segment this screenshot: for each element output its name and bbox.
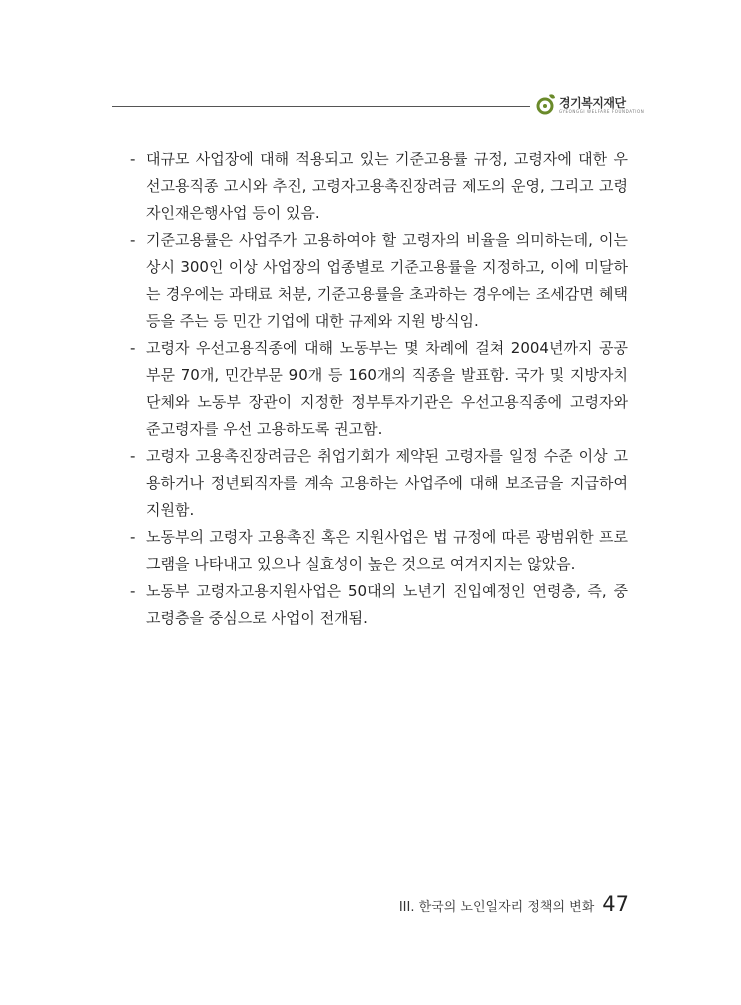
bullet-item bbox=[128, 578, 628, 632]
bullet-item bbox=[128, 335, 628, 443]
footer-section-title: III. 한국의 노인일자리 정책의 변화 bbox=[398, 900, 595, 915]
logo-text: 경기복지재단 bbox=[559, 96, 626, 110]
body-content bbox=[128, 146, 628, 632]
page-footer bbox=[399, 892, 629, 918]
bullet-dash: - bbox=[130, 231, 136, 249]
bullet-text: 고령자 고용촉진장려금은 취업기회가 제약된 고령자를 일정 수준 이상 고용하거나 정년퇴직자를 계속 고용하는 사업주에 대해 보조금을 지급하여 지원함. bbox=[146, 447, 628, 519]
bullet-dash: - bbox=[130, 528, 136, 546]
bullet-text: 노동부의 고령자 고용촉진 혹은 지원사업은 법 규정에 따른 광범위한 프로그램을 나타내고 있으나 실효성이 높은 것으로 여겨지지는 않았음. bbox=[146, 528, 628, 573]
bullet-item bbox=[128, 443, 628, 524]
bullet-dash: - bbox=[130, 447, 136, 465]
foundation-logo bbox=[535, 92, 655, 122]
bullet-text: 노동부 고령자고용지원사업은 50대의 노년기 진입예정인 연령층, 즉, 중고령층을 중심으로 사업이 전개됨. bbox=[146, 582, 628, 627]
header-rule bbox=[112, 106, 530, 107]
page-number: 47 bbox=[602, 892, 629, 916]
bullet-text: 대규모 사업장에 대해 적용되고 있는 기준고용률 규정, 고령자에 대한 우선고용직종 고시와 추진, 고령자고용촉진장려금 제도의 운영, 그리고 고령자인재은행사업 등이 있음. bbox=[146, 150, 628, 222]
logo-subtext: GYEONGGI WELFARE FOUNDATION bbox=[559, 109, 645, 114]
bullet-dash: - bbox=[130, 339, 136, 357]
logo-mark-icon bbox=[535, 92, 557, 116]
bullet-text: 고령자 우선고용직종에 대해 노동부는 몇 차례에 걸쳐 2004년까지 공공부문 70개, 민간부문 90개 등 160개의 직종을 발표함. 국가 및 지방자치단체와 노동부 장관이 지정한 정부투자기관은 우선고용직종에 고령자와 준고령자를 우선 고용하도록 권고함. bbox=[146, 339, 628, 438]
bullet-text: 기준고용률은 사업주가 고용하여야 할 고령자의 비율을 의미하는데, 이는 상시 300인 이상 사업장의 업종별로 기준고용률을 지정하고, 이에 미달하는 경우에는 과태료 처분, 기준고용률을 초과하는 경우에는 조세감면 혜택 등을 주는 등 민간 기업에 대한 규제와 지원 방식임. bbox=[146, 231, 628, 330]
bullet-item bbox=[128, 227, 628, 335]
bullet-dash: - bbox=[130, 150, 136, 168]
bullet-dash: - bbox=[130, 582, 136, 600]
bullet-item bbox=[128, 146, 628, 227]
bullet-item bbox=[128, 524, 628, 578]
